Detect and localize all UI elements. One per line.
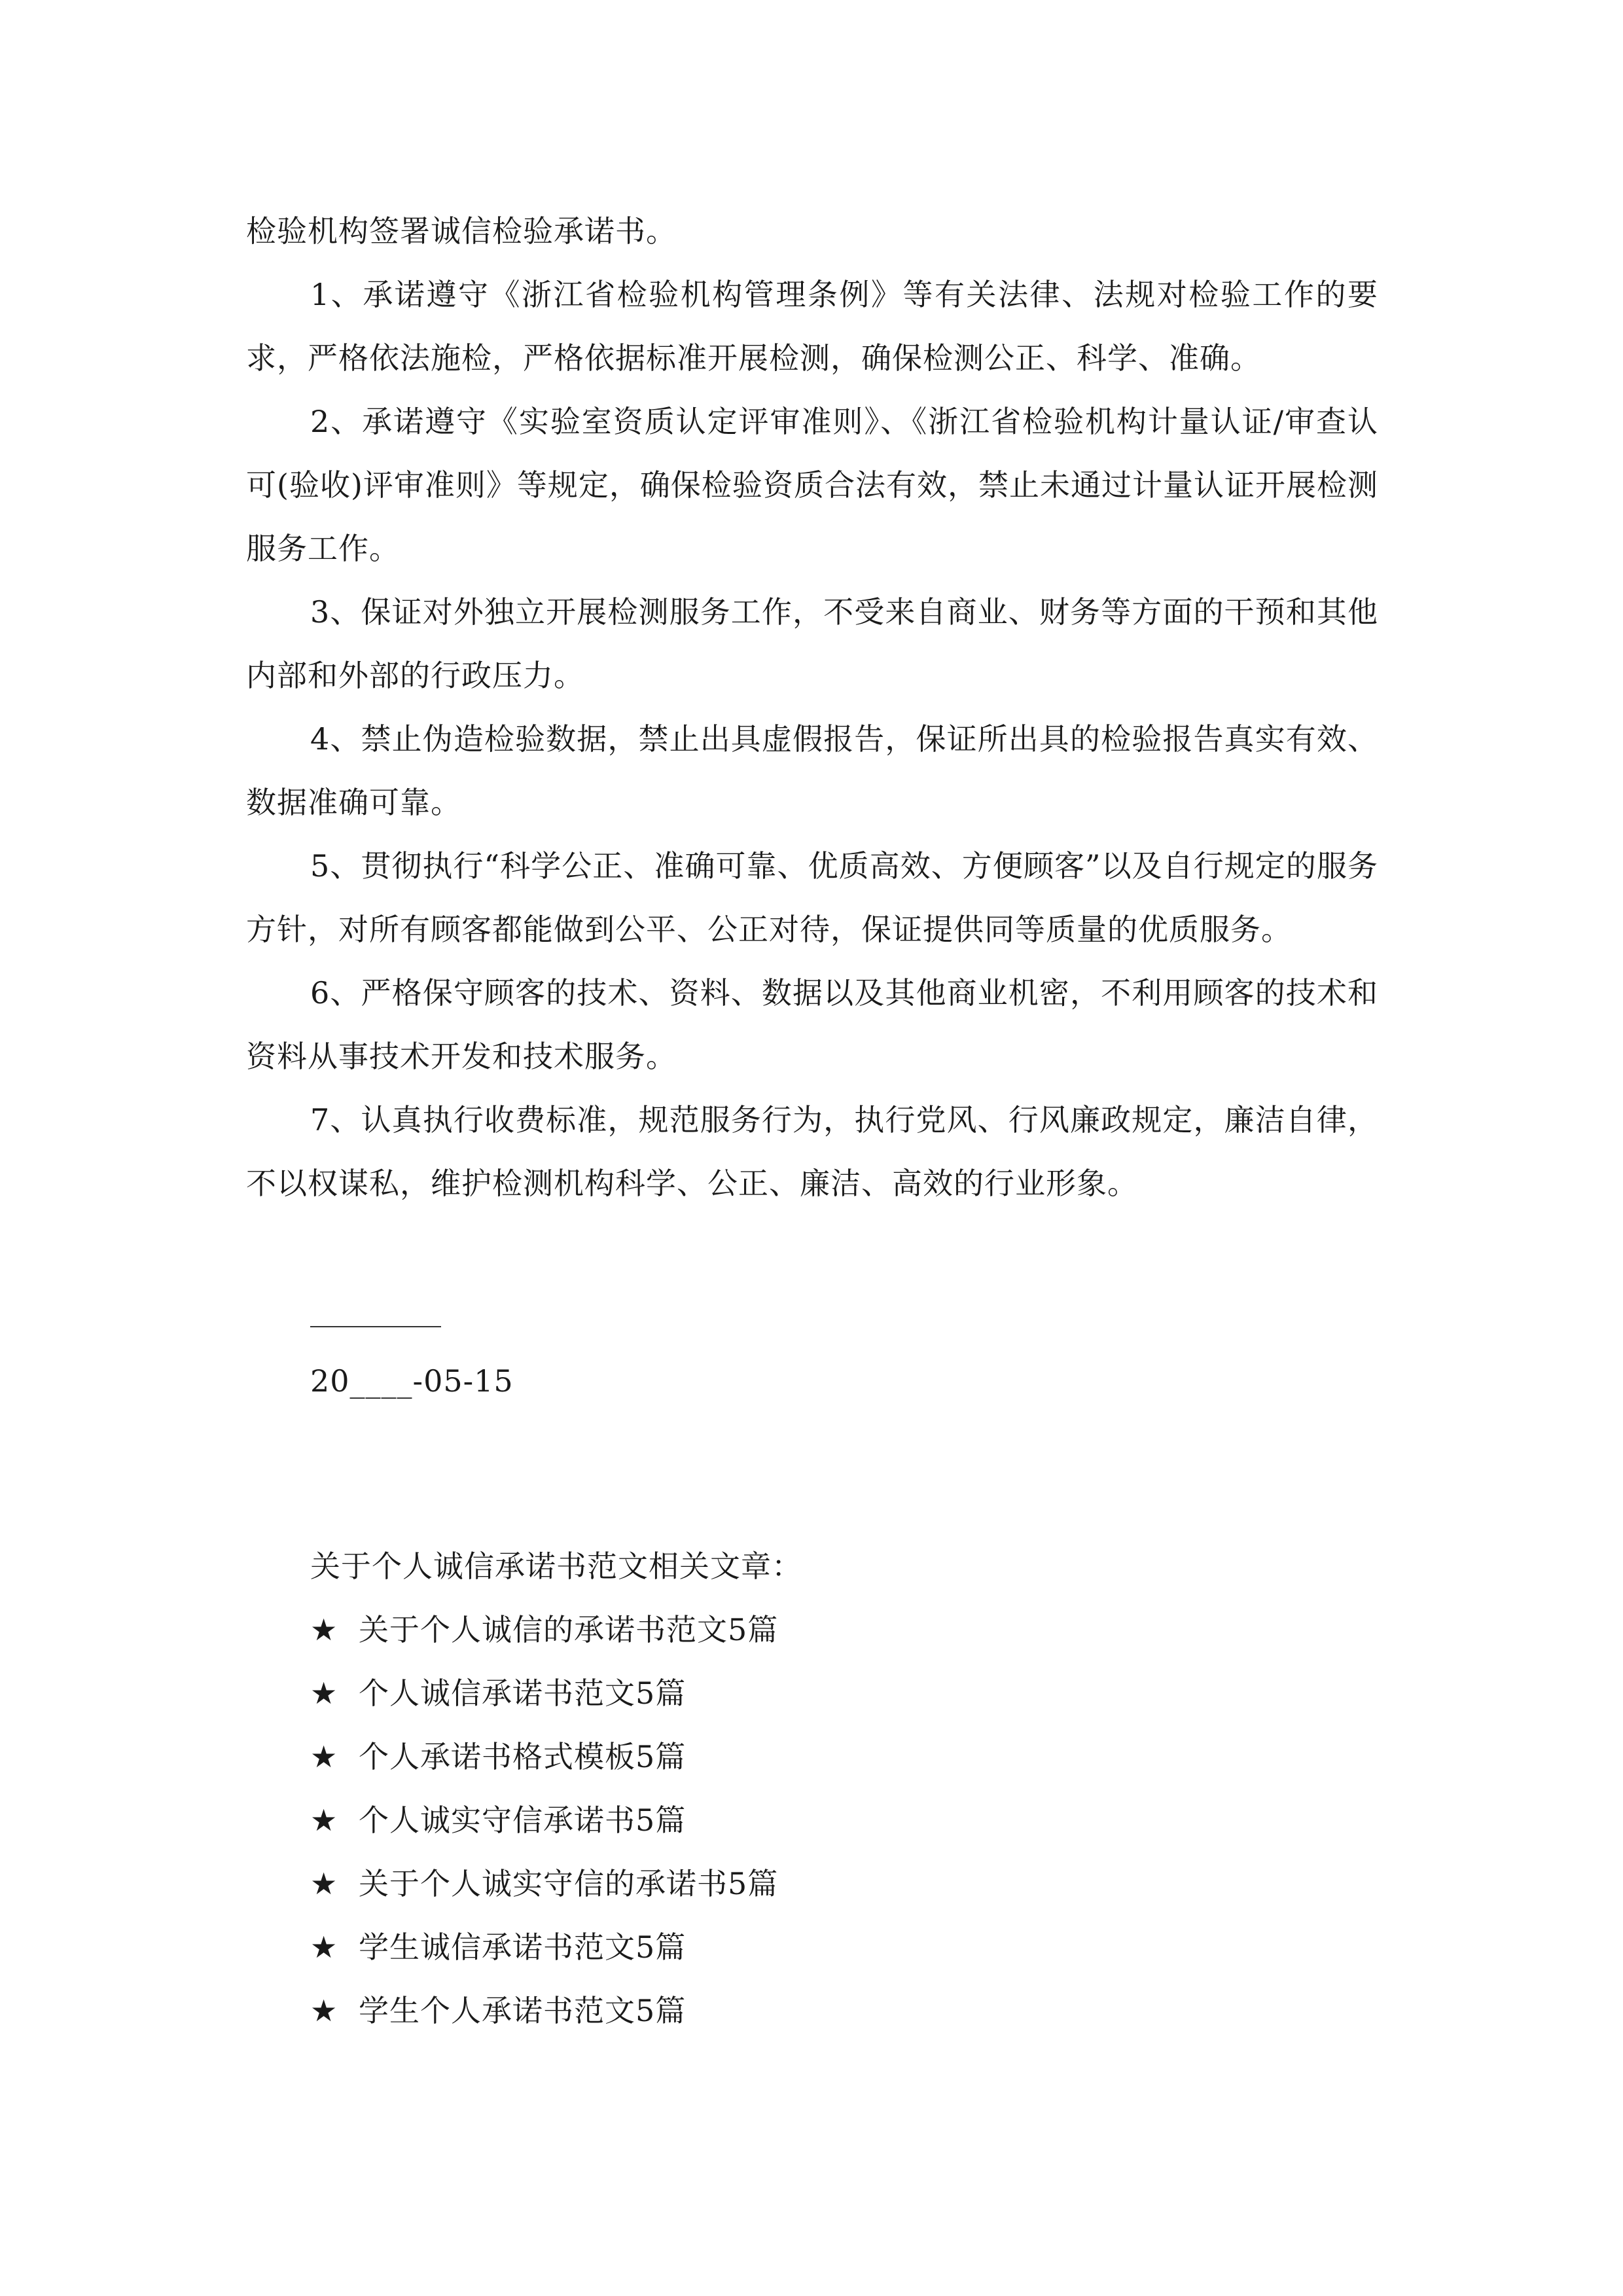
related-article-title: 关于个人诚信的承诺书范文5篇 xyxy=(359,1612,779,1647)
related-article-link[interactable] xyxy=(310,1916,802,1979)
related-article-link[interactable] xyxy=(310,1598,802,1662)
related-article-link[interactable] xyxy=(310,1789,802,1852)
related-article-title: 学生个人承诺书范文5篇 xyxy=(359,1993,687,2028)
related-articles-list xyxy=(310,1598,802,2043)
commitment-item-4: 4、禁止伪造检验数据，禁止出具虚假报告，保证所出具的检验报告真实有效、数据准确可靠。 xyxy=(246,721,1378,820)
star-icon: ★ xyxy=(310,1803,338,1838)
commitment-item-6: 6、严格保守顾客的技术、资料、数据以及其他商业机密，不利用顾客的技术和资料从事技术开发和技术服务。 xyxy=(246,975,1378,1074)
related-article-title: 个人承诺书格式模板5篇 xyxy=(359,1739,687,1774)
commitment-body xyxy=(246,263,1378,1215)
commitment-item-2: 2、承诺遵守《实验室资质认定评审准则》、《浙江省检验机构计量认证/审查认可(验收)评审准则》等规定，确保检验资质合法有效，禁止未通过计量认证开展检测服务工作。 xyxy=(246,404,1378,566)
related-article-link[interactable] xyxy=(310,1725,802,1789)
commitment-item-5: 5、贯彻执行“科学公正、准确可靠、优质高效、方便顾客”以及自行规定的服务方针，对所有顾客都能做到公平、公正对待，保证提供同等质量的优质服务。 xyxy=(246,848,1378,947)
star-icon: ★ xyxy=(310,1929,338,1965)
related-article-title: 个人诚信承诺书范文5篇 xyxy=(359,1676,687,1711)
star-icon: ★ xyxy=(310,1993,338,2028)
star-icon: ★ xyxy=(310,1866,338,1901)
related-article-title: 学生诚信承诺书范文5篇 xyxy=(359,1929,687,1965)
star-icon: ★ xyxy=(310,1676,338,1711)
related-article-title: 关于个人诚实守信的承诺书5篇 xyxy=(359,1866,779,1901)
related-articles-title: 关于个人诚信承诺书范文相关文章： xyxy=(310,1549,802,1584)
related-article-link[interactable] xyxy=(310,1852,802,1916)
related-article-link[interactable] xyxy=(310,1979,802,2043)
signature-date: 20____-05-15 xyxy=(310,1363,514,1399)
star-icon: ★ xyxy=(310,1739,338,1774)
commitment-item-7: 7、认真执行收费标准，规范服务行为，执行党风、行风廉政规定，廉洁自律，不以权谋私，维护检测机构科学、公正、廉洁、高效的行业形象。 xyxy=(246,1102,1378,1201)
related-article-link[interactable] xyxy=(310,1662,802,1725)
intro-line: 检验机构签署诚信检验承诺书。 xyxy=(246,213,677,249)
commitment-item-3: 3、保证对外独立开展检测服务工作，不受来自商业、财务等方面的干预和其他内部和外部的行政压力。 xyxy=(246,594,1378,693)
star-icon: ★ xyxy=(310,1612,338,1647)
related-articles xyxy=(310,1535,802,2043)
commitment-item-1: 1、承诺遵守《浙江省检验机构管理条例》等有关法律、法规对检验工作的要求，严格依法施检，严格依据标准开展检测，确保检测公正、科学、准确。 xyxy=(246,277,1378,376)
signature-line xyxy=(310,1326,441,1327)
related-article-title: 个人诚实守信承诺书5篇 xyxy=(359,1803,687,1838)
